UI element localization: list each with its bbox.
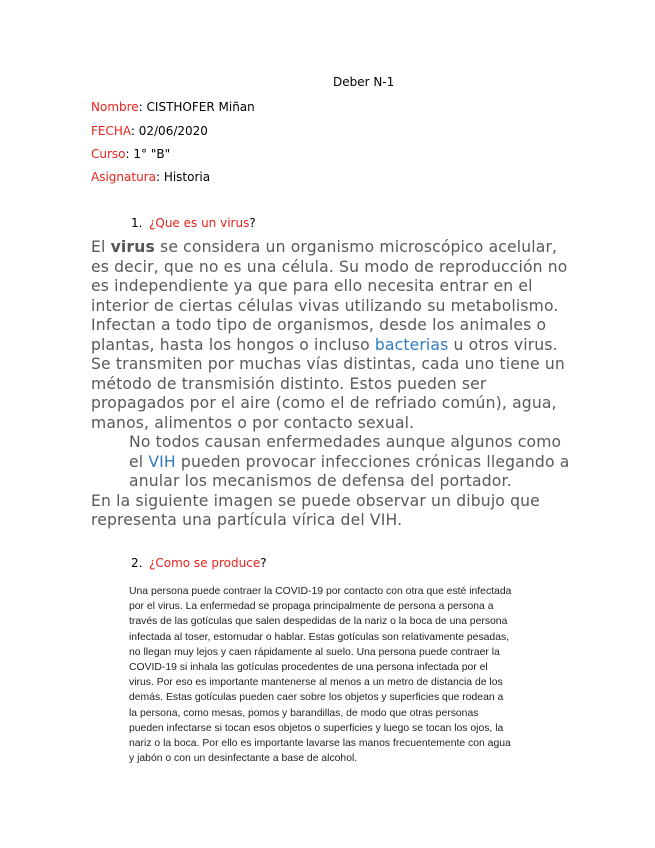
paragraph-line	[91, 453, 571, 473]
paragraph-line: no llegan muy lejos y caen rápidamente al suelo. Una persona puede contraer la	[129, 646, 500, 658]
covid-paragraph	[129, 584, 569, 766]
meta-label: Asignatura	[91, 170, 156, 184]
paragraph-line: anular los mecanismos de defensa del portador.	[129, 472, 512, 490]
paragraph-line: representa una partícula vírica del VIH.	[91, 511, 403, 529]
bold-term: virus	[110, 238, 155, 256]
paragraph-line: pueden infectarse si tocan esos objetos o superficies y luego se tocan los ojos, la	[129, 722, 504, 734]
meta-asignatura	[91, 170, 210, 184]
paragraph-line: por el virus. La enfermedad se propaga principalmente de persona a persona a	[129, 601, 494, 613]
paragraph-line: demás. Estas gotículas pueden caer sobre los objetos y superficies que rodean a	[129, 692, 504, 704]
bacterias-link[interactable]: bacterias	[374, 335, 449, 354]
text-run: pueden provocar infecciones crónicas llegando a	[175, 452, 570, 471]
question-1-number: 1.	[131, 216, 143, 230]
paragraph-line: propagados por el aire (como el de refriado común), agua,	[91, 394, 557, 412]
text-run: El	[91, 238, 111, 256]
meta-value: : CISTHOFER Miñan	[138, 100, 255, 114]
meta-value: : 1° "B"	[125, 147, 171, 161]
paragraph-line: manos, alimentos o por contacto sexual.	[91, 413, 415, 432]
question-2-number: 2.	[131, 556, 143, 570]
meta-label: Nombre	[91, 100, 139, 114]
text-run: el	[129, 452, 149, 471]
question-1-heading	[149, 216, 256, 230]
meta-label: Curso	[91, 147, 126, 161]
paragraph-line: través de las gotículas que salen despedidas de la nariz o la boca de una persona	[129, 616, 508, 628]
document-title: Deber N-1	[333, 75, 395, 89]
paragraph-line: la persona, como mesas, pomos y barandillas, de modo que otras personas	[129, 707, 479, 719]
text-run: plantas, hasta los hongos o incluso	[91, 335, 375, 354]
paragraph-line: No todos causan enfermedades aunque algunos como	[129, 433, 562, 451]
vih-link[interactable]: VIH	[148, 452, 176, 471]
question-1-text: ¿Que es un virus	[149, 216, 250, 230]
meta-fecha	[91, 124, 208, 138]
paragraph-line	[91, 336, 571, 356]
text-run: u otros virus.	[448, 335, 558, 354]
meta-label: FECHA	[91, 124, 131, 138]
question-2-mark: ?	[260, 556, 267, 570]
paragraph-line: es independiente ya que para ello necesita entrar en el	[91, 277, 533, 295]
paragraph-line: COVID-19 si inhala las gotículas procedentes de una persona infectada por el	[129, 662, 488, 674]
paragraph-line	[91, 238, 571, 258]
paragraph-line: nariz o la boca. Por ello es importante lavarse las manos frecuentemente con agua	[129, 738, 511, 750]
paragraph-line: método de transmisión distinto. Estos pueden ser	[91, 374, 487, 393]
paragraph-line: es decir, que no es una célula. Su modo de reproducción no	[91, 257, 568, 276]
meta-value: : 02/06/2020	[130, 124, 208, 138]
paragraph-line: y jabón o con un desinfectante a base de alcohol.	[129, 753, 358, 765]
text-run: se considera un organismo microscópico acelular,	[154, 238, 558, 256]
paragraph-line: Una persona puede contraer la COVID-19 por contacto con otra que esté infectada	[129, 586, 512, 597]
paragraph-line: infectada al toser, estornudar o hablar. Estas gotículas son relativamente pesadas,	[129, 631, 510, 643]
question-1-mark: ?	[249, 216, 256, 230]
paragraph-line: Infectan a todo tipo de organismos, desde los animales o	[91, 316, 547, 334]
paragraph-line: En la siguiente imagen se puede observar un dibujo que	[91, 491, 540, 510]
meta-nombre	[91, 100, 255, 114]
meta-curso	[91, 147, 170, 161]
question-2-text: ¿Como se produce	[149, 556, 261, 570]
meta-value: : Historia	[155, 170, 211, 184]
paragraph-line: Se transmiten por muchas vías distintas, cada uno tiene un	[91, 355, 565, 373]
paragraph-line: virus. Por eso es importante mantenerse al menos a un metro de distancia de los	[129, 677, 503, 689]
virus-paragraph	[91, 238, 571, 531]
paragraph-line: interior de ciertas células vivas utilizando su metabolismo.	[91, 296, 559, 315]
question-2-heading	[149, 556, 267, 570]
